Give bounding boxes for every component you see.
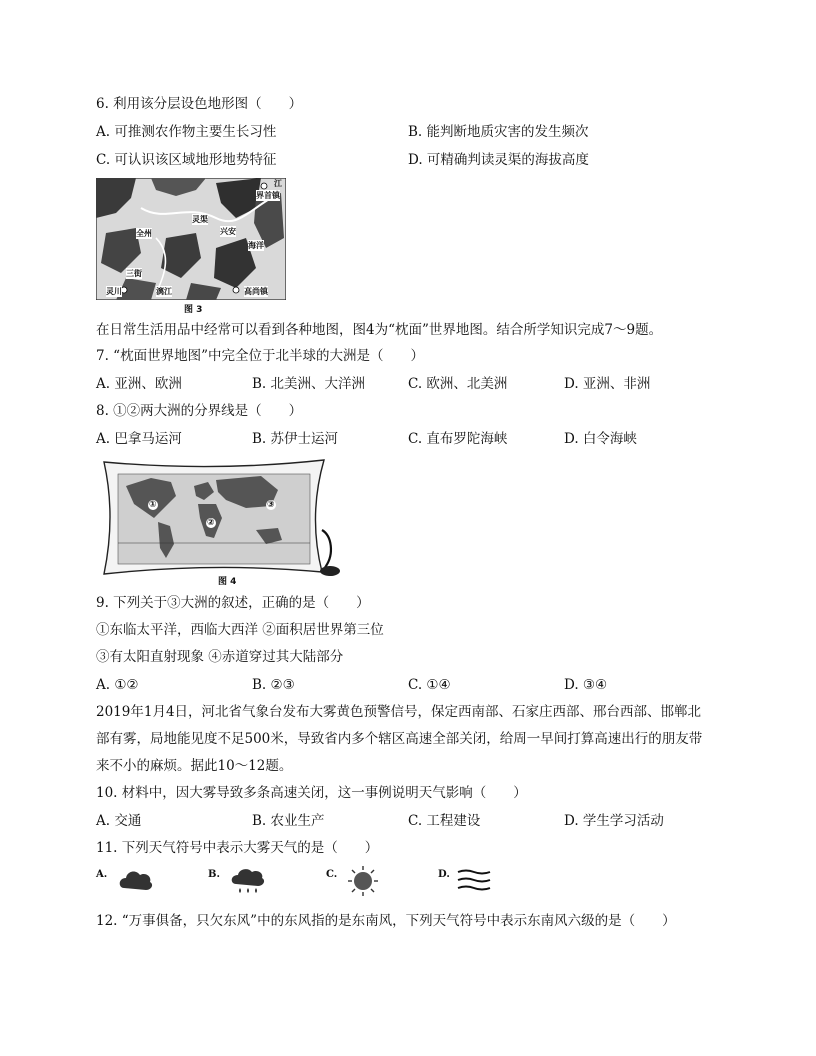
q6-option-d: D. 可精确判读灵渠的海拔高度 (408, 152, 589, 168)
q9-option-b: B. ②③ (252, 677, 295, 693)
q11-option-d-label: D. (438, 869, 450, 880)
figure-3-terrain-map (96, 178, 286, 300)
q7-option-d: D. 亚洲、非洲 (564, 376, 651, 392)
figure-4-caption: 图 4 (218, 577, 237, 587)
rain-weather-icon (230, 866, 266, 900)
map-label-jieshou: 界首镇 (256, 191, 280, 200)
q9-statements-2: ③有太阳直射现象 ④赤道穿过其大陆部分 (96, 649, 344, 665)
map-label-haiyang: 海洋 (248, 241, 264, 250)
q7-option-c: C. 欧洲、北美洲 (408, 376, 508, 392)
q8-option-b: B. 苏伊士运河 (252, 431, 339, 447)
q8-stem: 8. ①②两大洲的分界线是（ ） (96, 403, 303, 419)
q7-option-a: A. 亚洲、欧洲 (96, 376, 182, 392)
q6-stem: 6. 利用该分层设色地形图（ ） (96, 96, 303, 112)
map-label-jiang: 江 (274, 179, 282, 188)
material-line-3: 来不小的麻烦。据此10～12题。 (96, 758, 293, 774)
continent-marker-2: ② (207, 518, 215, 528)
q10-stem: 10. 材料中，因大雾导致多条高速关闭，这一事例说明天气影响（ ） (96, 785, 527, 801)
map-label-lijiang: 漓江 (156, 287, 172, 296)
q9-statements-1: ①东临太平洋，西临大西洋 ②面积居世界第三位 (96, 622, 384, 638)
continent-marker-3: ③ (267, 500, 275, 510)
q11-option-b-label: B. (208, 869, 220, 880)
q10-option-d: D. 学生学习活动 (564, 813, 664, 829)
q9-option-c: C. ①④ (408, 677, 451, 693)
map-label-quanzhou: 全州 (136, 229, 152, 238)
continent-marker-1: ① (149, 500, 157, 510)
pillow-map-graphic (96, 456, 346, 578)
q6-option-c: C. 可认识该区域地形地势特征 (96, 152, 277, 168)
figure-3-caption: 图 3 (184, 305, 203, 315)
q11-option-a-label: A. (96, 869, 108, 880)
fog-weather-icon (456, 868, 492, 896)
q10-option-c: C. 工程建设 (408, 813, 481, 829)
map-label-xingan: 兴安 (220, 227, 236, 236)
cloudy-weather-icon (118, 866, 154, 896)
map-label-sanjie: 三街 (126, 269, 142, 278)
q10-option-b: B. 农业生产 (252, 813, 325, 829)
q6-option-a: A. 可推测农作物主要生长习性 (96, 124, 277, 140)
q11-option-c-label: C. (326, 869, 338, 880)
q8-option-a: A. 巴拿马运河 (96, 431, 182, 447)
intro-7-9: 在日常生活用品中经常可以看到各种地图，图4为“枕面”世界地图。结合所学知识完成7～9题。 (96, 322, 663, 338)
q9-stem: 9. 下列关于③大洲的叙述，正确的是（ ） (96, 595, 370, 611)
q8-option-d: D. 白令海峡 (564, 431, 637, 447)
q6-option-b: B. 能判断地质灾害的发生频次 (408, 124, 589, 140)
map-label-lingqu: 灵渠 (192, 215, 208, 224)
map-label-gaoshang: 高尚镇 (244, 287, 268, 296)
sunny-weather-icon (346, 865, 380, 901)
q11-stem: 11. 下列天气符号中表示大雾天气的是（ ） (96, 840, 379, 856)
material-line-1: 2019年1月4日，河北省气象台发布大雾黄色预警信号，保定西南部、石家庄西部、邢台西部、邯郸北 (96, 704, 702, 720)
map-label-lingchuan: 灵川 (106, 287, 122, 296)
q9-option-a: A. ①② (96, 677, 139, 693)
material-line-2: 部有雾，局地能见度不足500米，导致省内多个辖区高速全部关闭，给周一早间打算高速出行的朋友带 (96, 731, 703, 747)
q12-stem: 12. “万事俱备，只欠东风”中的东风指的是东南风，下列天气符号中表示东南风六级的是（ ） (96, 913, 676, 929)
q10-option-a: A. 交通 (96, 813, 142, 829)
q7-option-b: B. 北美洲、大洋洲 (252, 376, 366, 392)
q7-stem: 7. “枕面世界地图”中完全位于北半球的大洲是（ ） (96, 348, 424, 364)
q8-option-c: C. 直布罗陀海峡 (408, 431, 508, 447)
q9-option-d: D. ③④ (564, 677, 608, 693)
figure-4-pillow-world-map (96, 456, 346, 578)
